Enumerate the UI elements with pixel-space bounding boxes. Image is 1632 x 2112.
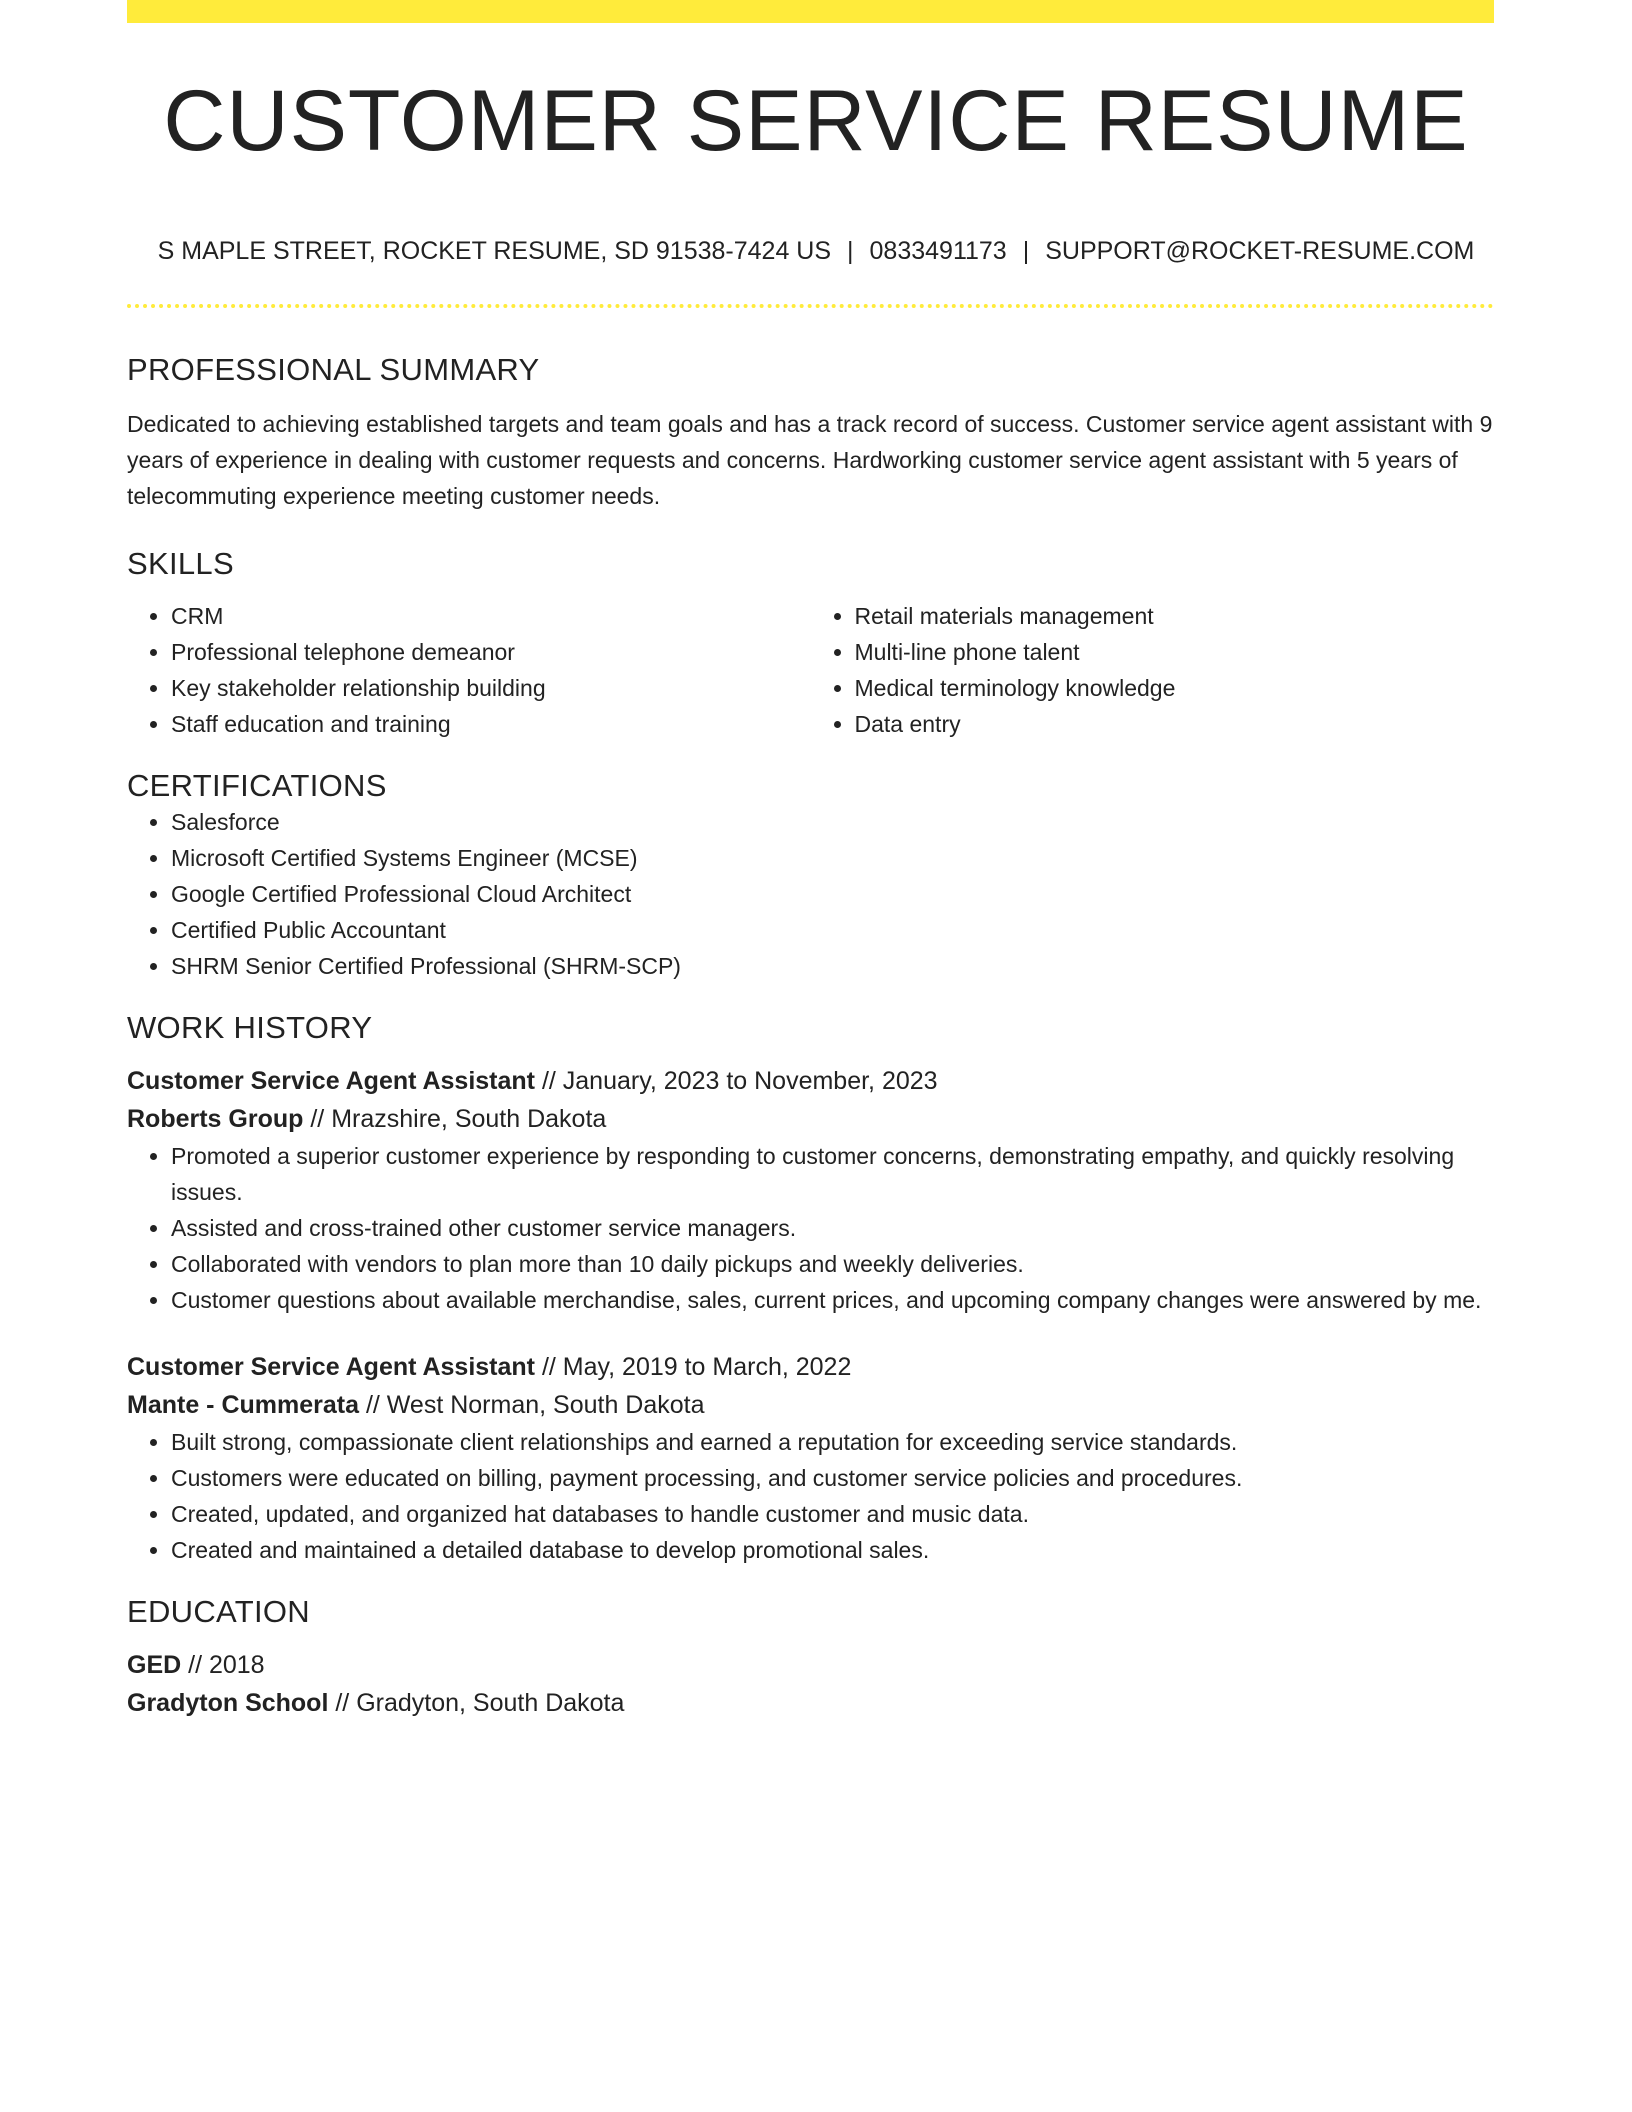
certifications-section — [127, 768, 1494, 984]
job-company: Mante - Cummerata — [127, 1391, 359, 1419]
job-company-line — [127, 1386, 1494, 1424]
job-bullets — [127, 1138, 1494, 1318]
skills-list-left — [127, 598, 811, 742]
job-dates: // January, 2023 to November, 2023 — [535, 1067, 938, 1095]
skills-section — [127, 546, 1494, 742]
contact-separator: | — [847, 237, 854, 265]
resume-content — [127, 352, 1494, 1722]
education-degree-line — [127, 1646, 1494, 1684]
education-section — [127, 1594, 1494, 1722]
education-location: // Gradyton, South Dakota — [328, 1689, 625, 1717]
job-title: Customer Service Agent Assistant — [127, 1353, 535, 1381]
skill-item: • Data entry — [855, 706, 1495, 742]
job-title: Customer Service Agent Assistant — [127, 1067, 535, 1095]
certification-item: • SHRM Senior Certified Professional (SHRM-SCP) — [171, 948, 1494, 984]
job-company-line — [127, 1100, 1494, 1138]
header-divider — [127, 304, 1494, 308]
job-bullet: • Collaborated with vendors to plan more than 10 daily pickups and weekly deliveries. — [171, 1246, 1494, 1282]
certification-item: • Microsoft Certified Systems Engineer (MCSE) — [171, 840, 1494, 876]
skill-item: • Multi-line phone talent — [855, 634, 1495, 670]
contact-phone: 0833491173 — [869, 237, 1007, 265]
summary-heading: PROFESSIONAL SUMMARY — [127, 352, 540, 387]
education-school-line — [127, 1684, 1494, 1722]
skill-item: • CRM — [171, 598, 811, 634]
job-title-line — [127, 1348, 1494, 1386]
education-heading: EDUCATION — [127, 1594, 310, 1629]
job-bullets — [127, 1424, 1494, 1568]
contact-line — [0, 237, 1632, 266]
work-history-section — [127, 1010, 1494, 1568]
job-bullet: • Built strong, compassionate client relationships and earned a reputation for exceeding service standards. — [171, 1424, 1494, 1460]
certification-item: • Salesforce — [171, 804, 1494, 840]
job-bullet: • Promoted a superior customer experience by responding to customer concerns, demonstrating empathy, and quickly resolving issues. — [171, 1138, 1494, 1210]
job-dates: // May, 2019 to March, 2022 — [535, 1353, 852, 1381]
certification-item: • Certified Public Accountant — [171, 912, 1494, 948]
work-history-heading: WORK HISTORY — [127, 1010, 373, 1045]
education-entry — [127, 1646, 1494, 1722]
job-bullet: • Created, updated, and organized hat databases to handle customer and music data. — [171, 1496, 1494, 1532]
summary-text: Dedicated to achieving established targets and team goals and has a track record of success. Customer service agent assistant with 9 years of experience in dealing with customer requests and concerns. Hardworking customer service agent assistant with 5 years of telecommuting experience meeting customer needs. — [127, 411, 1493, 509]
skills-list-right — [811, 598, 1495, 742]
certification-item: • Google Certified Professional Cloud Architect — [171, 876, 1494, 912]
job-bullet: • Customer questions about available merchandise, sales, current prices, and upcoming company changes were answered by me. — [171, 1282, 1494, 1318]
job-entry — [127, 1348, 1494, 1568]
skills-columns — [127, 598, 1494, 742]
job-title-line — [127, 1062, 1494, 1100]
skill-item: • Staff education and training — [171, 706, 811, 742]
skill-item: • Professional telephone demeanor — [171, 634, 811, 670]
certifications-list — [127, 804, 1494, 984]
summary-section — [127, 352, 1494, 514]
certifications-heading: CERTIFICATIONS — [127, 768, 387, 803]
contact-separator: | — [1022, 237, 1030, 265]
job-bullet: • Customers were educated on billing, payment processing, and customer service policies and procedures. — [171, 1460, 1494, 1496]
skill-item: • Retail materials management — [855, 598, 1495, 634]
education-school: Gradyton School — [127, 1689, 329, 1717]
job-bullet: • Assisted and cross-trained other customer service managers. — [171, 1210, 1494, 1246]
skill-item: • Medical terminology knowledge — [855, 670, 1495, 706]
resume-title: CUSTOMER SERVICE RESUME — [163, 73, 1469, 169]
job-entry — [127, 1062, 1494, 1318]
job-location: // Mrazshire, South Dakota — [303, 1105, 607, 1133]
skill-item: • Key stakeholder relationship building — [171, 670, 811, 706]
job-company: Roberts Group — [127, 1105, 304, 1133]
education-degree: GED — [127, 1651, 182, 1679]
contact-address: S MAPLE STREET, ROCKET RESUME, SD 91538-7424 US — [157, 237, 832, 265]
job-location: // West Norman, South Dakota — [359, 1391, 705, 1419]
job-bullet: • Created and maintained a detailed database to develop promotional sales. — [171, 1532, 1494, 1568]
accent-top-bar — [127, 0, 1494, 23]
education-year: // 2018 — [181, 1651, 265, 1679]
contact-email: SUPPORT@ROCKET-RESUME.COM — [1045, 237, 1475, 265]
skills-heading: SKILLS — [127, 546, 234, 581]
